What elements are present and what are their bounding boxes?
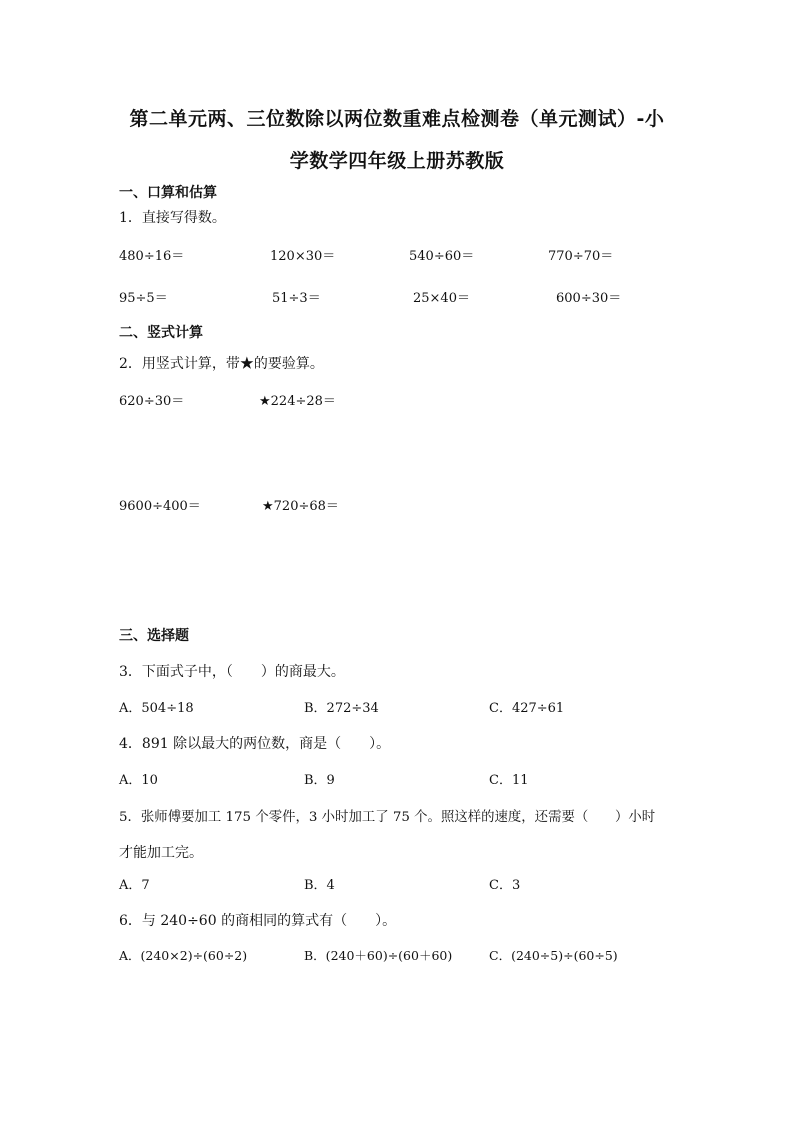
q1-expression: 25×40＝ bbox=[413, 291, 470, 306]
q1-expression: 600÷30＝ bbox=[556, 291, 622, 306]
q4-option-b: B．9 bbox=[304, 773, 335, 788]
section-heading-multiple-choice: 三、选择题 bbox=[119, 628, 189, 644]
q5-option-b: B．4 bbox=[304, 878, 335, 893]
section-heading-mental-math: 一、口算和估算 bbox=[119, 185, 217, 201]
page-title-line-1: 第二单元两、三位数除以两位数重难点检测卷（单元测试）-小 bbox=[129, 108, 665, 130]
q1-expression: 51÷3＝ bbox=[272, 291, 321, 306]
q1-expression: 540÷60＝ bbox=[409, 249, 475, 264]
q6-option-c: C．(240÷5)÷(60÷5) bbox=[489, 948, 618, 963]
q2-expression: 620÷30＝ bbox=[119, 394, 185, 409]
q3-option-c: C．427÷61 bbox=[489, 701, 565, 716]
q3-option-b: B．272÷34 bbox=[304, 701, 379, 716]
question-3-prompt: 3．下面式子中，（ ）的商最大。 bbox=[119, 664, 345, 680]
q2-expression: ★224÷28＝ bbox=[259, 394, 336, 409]
q1-expression: 770÷70＝ bbox=[548, 249, 614, 264]
question-1-prompt: 1．直接写得数。 bbox=[119, 210, 226, 226]
q1-expression: 120×30＝ bbox=[270, 249, 336, 264]
question-5-prompt-line-1: 5．张师傅要加工 175 个零件，3 小时加工了 75 个。照这样的速度，还需要（ ）小时 bbox=[119, 810, 656, 825]
section-heading-vertical-calc: 二、竖式计算 bbox=[119, 325, 203, 341]
q1-expression: 480÷16＝ bbox=[119, 249, 185, 264]
page-title-line-2: 学数学四年级上册苏教版 bbox=[289, 150, 505, 172]
question-2-prompt: 2．用竖式计算，带★的要验算。 bbox=[119, 356, 324, 372]
q6-option-a: A．(240×2)÷(60÷2) bbox=[119, 948, 248, 963]
q2-expression: ★720÷68＝ bbox=[262, 499, 339, 514]
question-4-prompt: 4．891 除以最大的两位数，商是（ ）。 bbox=[119, 736, 391, 752]
question-5-prompt-line-2: 才能加工完。 bbox=[119, 845, 203, 861]
q5-option-c: C．3 bbox=[489, 878, 521, 893]
q4-option-c: C．11 bbox=[489, 773, 529, 788]
q5-option-a: A．7 bbox=[119, 878, 150, 893]
q3-option-a: A．504÷18 bbox=[119, 701, 194, 716]
q4-option-a: A．10 bbox=[119, 773, 158, 788]
q1-expression: 95÷5＝ bbox=[119, 291, 168, 306]
question-6-prompt: 6．与 240÷60 的商相同的算式有（ ）。 bbox=[119, 913, 397, 929]
q2-expression: 9600÷400＝ bbox=[119, 499, 201, 514]
q6-option-b: B．(240＋60)÷(60＋60) bbox=[304, 948, 453, 963]
